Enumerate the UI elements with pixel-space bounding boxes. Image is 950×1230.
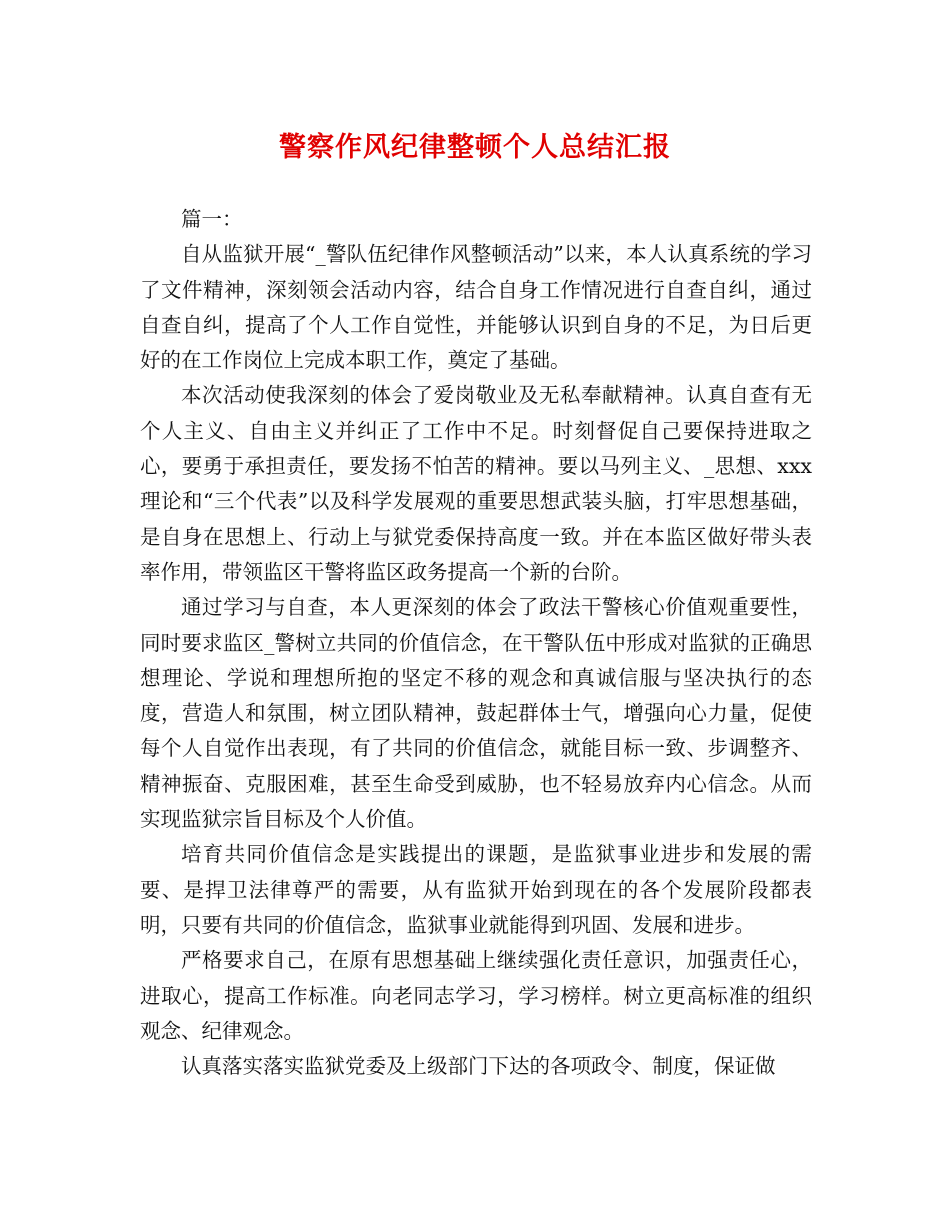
paragraph-heading: 篇一： <box>181 207 243 231</box>
paragraph: 严格要求自己，在原有思想基础上继续强化责任意识，加强责任心，进取心，提高工作标准。向老同志学习，学习榜样。树立更高标准的组织观念、纪律观念。 <box>140 948 812 1043</box>
paragraph: 认真落实落实监狱党委及上级部门下达的各项政令、制度，保证做 <box>181 1054 776 1079</box>
document-body <box>140 202 812 1084</box>
paragraph: 自从监狱开展“_警队伍纪律作风整顿活动”以来，本人认真系统的学习了文件精神，深刻领会活动内容，结合自身工作情况进行自查自纠，通过自查自纠，提高了个人工作自觉性，并能够认识到自身的不足，为日后更好的在工作岗位上完成本职工作，奠定了基础。 <box>140 242 812 373</box>
document-title: 警察作风纪律整顿个人总结汇报 <box>279 132 671 163</box>
paragraph: 通过学习与自查，本人更深刻的体会了政法干警核心价值观重要性，同时要求监区_警树立共同的价值信念，在干警队伍中形成对监狱的正确思想理论、学说和理想所抱的坚定不移的观念和真诚信服与坚决执行的态度，营造人和氛围，树立团队精神，鼓起群体士气，增强向心力量，促使每个人自觉作出表现，有了共同的价值信念，就能目标一致、步调整齐、精神振奋、克服困难，甚至生命受到威胁，也不轻易放弃内心信念。从而实现监狱宗旨目标及个人价值。 <box>140 595 812 832</box>
paragraph: 本次活动使我深刻的体会了爱岗敬业及无私奉献精神。认真自查有无个人主义、自由主义并纠正了工作中不足。时刻督促自己要保持进取之心，要勇于承担责任，要发扬不怕苦的精神。要以马列主义、_思想、xxx理论和“三个代表”以及科学发展观的重要思想武装头脑，打牢思想基础，是自身在思想上、行动上与狱党委保持高度一致。并在本监区做好带头表率作用，带领监区干警将监区政务提高一个新的台阶。 <box>140 383 812 584</box>
paragraph: 培育共同价值信念是实践提出的课题，是监狱事业进步和发展的需要、是捍卫法律尊严的需要，从有监狱开始到现在的各个发展阶段都表明，只要有共同的价值信念，监狱事业就能得到巩固、发展和进步。 <box>140 842 812 937</box>
